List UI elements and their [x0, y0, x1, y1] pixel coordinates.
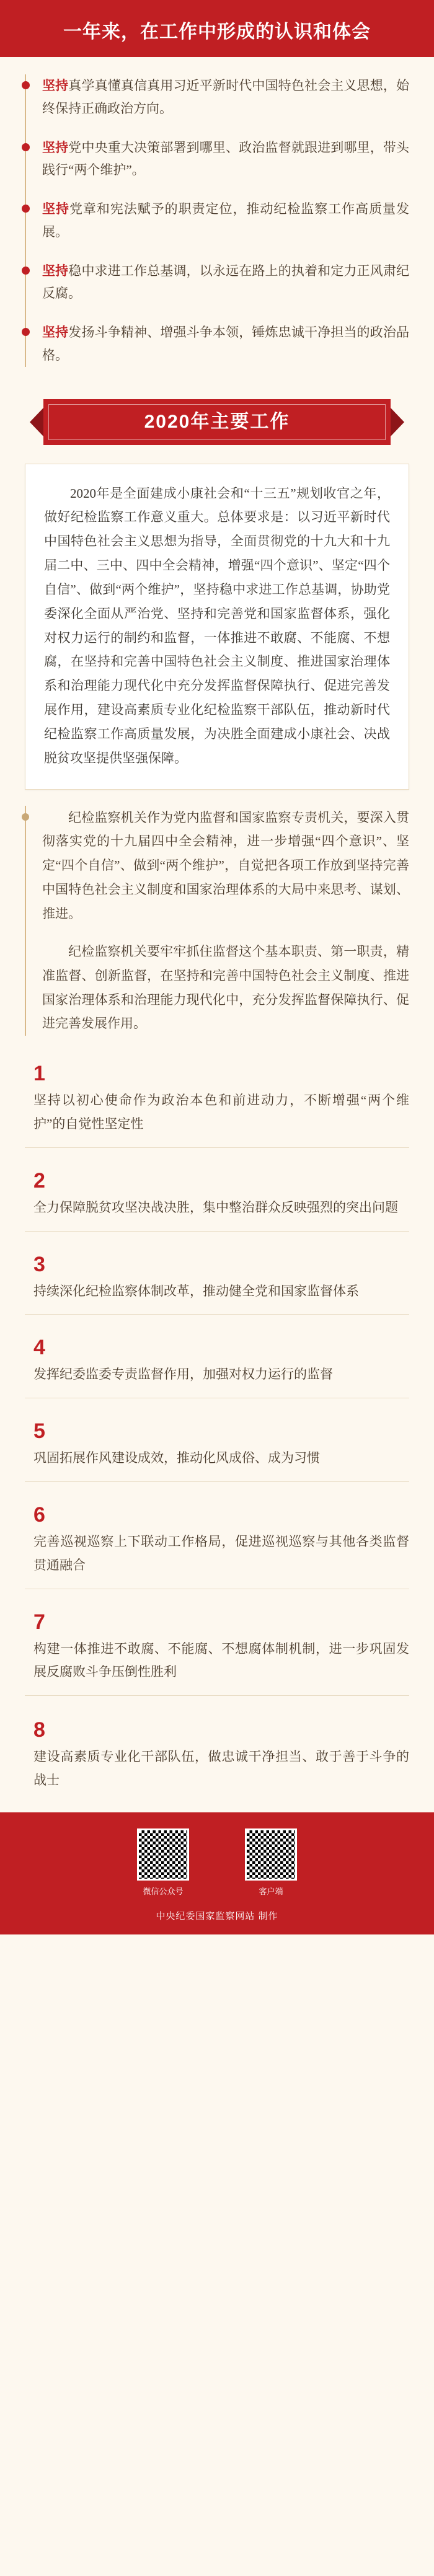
list-item: [25, 1414, 409, 1482]
list-item: [25, 1248, 409, 1315]
bullet-text: 稳中求进工作总基调，以永远在路上的执着和定力正风肃纪反腐。: [42, 263, 409, 301]
bullet-dot-icon: [22, 328, 30, 336]
qr-group: [0, 1828, 434, 1897]
task-number: 6: [33, 1503, 45, 1527]
section1-title: 一年来，在工作中形成的认识和体会: [63, 22, 371, 42]
qr-code-icon[interactable]: [137, 1828, 189, 1881]
qr-code-icon[interactable]: [245, 1828, 297, 1881]
task-number: 2: [33, 1168, 45, 1193]
task-number: 8: [33, 1718, 45, 1742]
task-text: 全力保障脱贫攻坚决战决胜，集中整治群众反映强烈的突出问题: [33, 1199, 398, 1215]
section2-banner: [0, 388, 434, 464]
footer-credit: 中央纪委国家监察网站 制作: [156, 1910, 278, 1921]
quote-paragraph: 纪检监察机关作为党内监督和国家监察专责机关，要深入贯彻落实党的十九届四中全会精神，进一步增强“四个意识”、坚定“四个自信”、做到“两个维护”，自觉把各项工作放到坚持完善中国特色社会主义制度和国家治理体系的大局中来思考、谋划、推进。: [42, 809, 409, 921]
quote-paragraph: 纪检监察机关要牢牢抓住监督这个基本职责、第一职责，精准监督、创新监督，在坚持和完善中国特色社会主义制度、推进国家治理体系和治理能力现代化中，充分发挥监督保障执行、促进完善发展作用。: [42, 943, 409, 1031]
list-item: [42, 260, 409, 306]
list-item: [25, 1331, 409, 1398]
list-item: [25, 1605, 409, 1696]
task-text: 巩固拓展作风建设成效，推动化风成俗、成为习惯: [33, 1450, 320, 1466]
task-number: 7: [33, 1610, 45, 1634]
task-text: 坚持以初心使命作为政治本色和前进动力，不断增强“两个维护”的自觉性坚定性: [33, 1093, 409, 1132]
list-item: [42, 136, 409, 182]
bullet-keyword: 坚持: [42, 201, 69, 216]
bullet-text: 党章和宪法赋予的职责定位，推动纪检监察工作高质量发展。: [42, 201, 410, 239]
ribbon-shape: [43, 399, 391, 445]
list-item: [42, 74, 409, 120]
bullet-list: [25, 74, 409, 367]
list-item: [25, 1057, 409, 1148]
bullet-text: 发扬斗争精神、增强斗争本领，锤炼忠诚干净担当的政治品格。: [42, 325, 409, 363]
bullet-keyword: 坚持: [42, 139, 69, 155]
list-item: [42, 321, 409, 367]
bullet-dot-icon: [22, 205, 30, 213]
overview-paragraph: 2020年是全面建成小康社会和“十三五”规划收官之年，做好纪检监察工作意义重大。总体要求是：以习近平新时代中国特色社会主义思想为指导，全面贯彻党的十九大和十九届二中、三中、四中全会精神，增强“四个意识”、坚定“四个自信”、做到“两个维护”，坚持稳中求进工作总基调，协助党委深化全面从严治党、坚持和完善党和国家监督体系，强化对权力运行的制约和监督，一体推进不敢腐、不能腐、不想腐，在坚持和完善中国特色社会主义制度、推进国家治理体系和治理能力现代化中充分发挥监督保障执行、促进完善发展作用，建设高素质专业化纪检监察干部队伍，推动新时代纪检监察工作高质量发展，为决胜全面建成小康社会、决战脱贫攻坚提供坚强保障。: [44, 485, 390, 765]
bullet-text: 真学真懂真信真用习近平新时代中国特色社会主义思想，始终保持正确政治方向。: [42, 78, 409, 116]
qr-label: 客户端: [259, 1886, 283, 1896]
list-item: [25, 1164, 409, 1232]
list-item: [25, 1712, 409, 1793]
list-item: [25, 1498, 409, 1589]
quote-dot-icon: [22, 813, 29, 821]
bullet-text: 党中央重大决策部署到哪里、政治监督就跟进到哪里，带头践行“两个维护”。: [42, 139, 409, 178]
task-text: 构建一体推进不敢腐、不能腐、不想腐体制机制，进一步巩固发展反腐败斗争压倒性胜利: [33, 1641, 409, 1680]
bullet-dot-icon: [22, 81, 30, 89]
bullet-keyword: 坚持: [42, 325, 69, 340]
bullet-keyword: 坚持: [42, 263, 69, 278]
qr-item-wechat[interactable]: [137, 1828, 189, 1897]
qr-label: 微信公众号: [143, 1886, 184, 1896]
section1-banner: [0, 0, 434, 57]
section1-body: [0, 57, 434, 388]
bullet-keyword: 坚持: [42, 78, 69, 93]
task-number: 5: [33, 1419, 45, 1444]
quote-block: [25, 806, 409, 1036]
list-item: [42, 198, 409, 244]
task-text: 建设高素质专业化干部队伍，做忠诚干净担当、敢于善于斗争的战士: [33, 1749, 409, 1788]
task-text: 完善巡视巡察上下联动工作格局，促进巡视巡察与其他各类监督贯通融合: [33, 1534, 409, 1573]
qr-item-app[interactable]: [245, 1828, 297, 1897]
bullet-dot-icon: [22, 143, 30, 151]
task-number: 4: [33, 1336, 45, 1360]
task-number: 3: [33, 1252, 45, 1276]
task-number: 1: [33, 1062, 45, 1086]
task-text: 持续深化纪检监察体制改革，推动健全党和国家监督体系: [33, 1283, 359, 1299]
bullet-dot-icon: [22, 267, 30, 275]
section2-title: 2020年主要工作: [144, 411, 290, 432]
page-footer: [0, 1812, 434, 1934]
task-list: [0, 1054, 434, 1799]
overview-card: [25, 464, 409, 790]
task-text: 发挥纪委监委专责监督作用，加强对权力运行的监督: [33, 1367, 333, 1382]
